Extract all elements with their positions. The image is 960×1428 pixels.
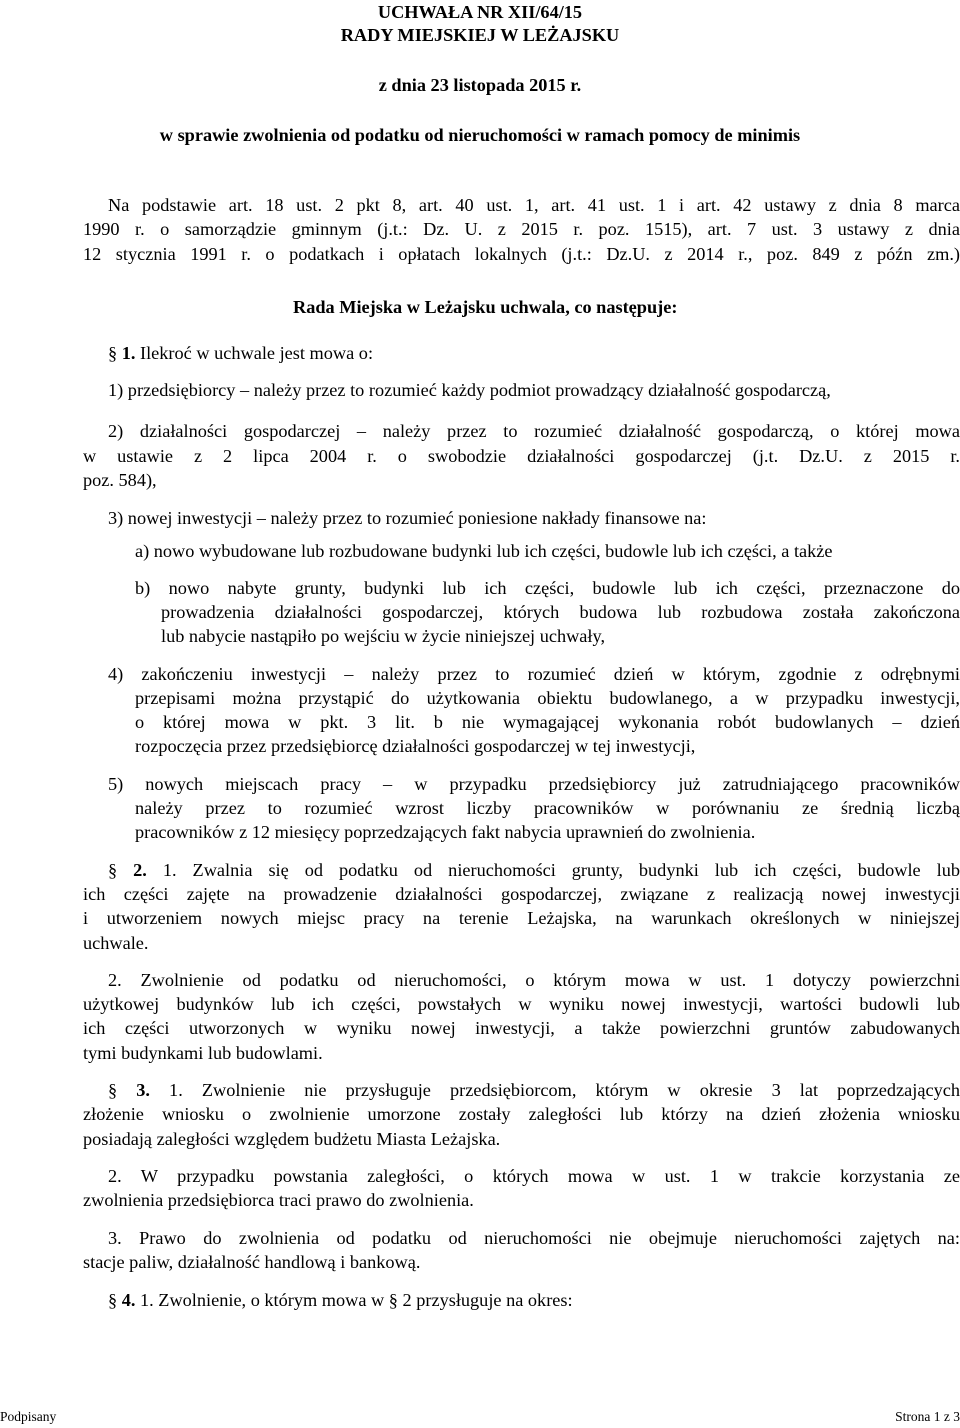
resolution-date: z dnia 23 listopada 2015 r. (378, 75, 582, 95)
resolution-title: UCHWAŁA NR XII/64/15 (377, 2, 583, 22)
par1-item-3b-line-1: b) nowo nabyte grunty, budynki lub ich części, budowle lub ich części, przeznaczone do (135, 578, 960, 598)
par2-point-1-line-1: § 2. 1. Zwalnia się od podatku od nieruchomości grunty, budynki lub ich części, budowle lub (108, 860, 960, 880)
par1-item-3b-line-3: lub nabycie nastąpiło po wejściu w życie niniejszej uchwały, (161, 626, 606, 646)
par3-point-3-line-1: 3. Prawo do zwolnienia od podatku od nieruchomości nie obejmuje nieruchomości zajętych na: (108, 1228, 960, 1248)
par2-point-2-line-4: tymi budynkami lub budowlami. (83, 1043, 323, 1063)
par1-heading (108, 343, 373, 364)
footer-page-number: Strona 1 z 3 (895, 1409, 960, 1424)
par1-item-2-line-1: 2) działalności gospodarczej – należy przez to rozumieć działalność gospodarczą, o której mowa (108, 421, 960, 441)
par3-point-2-line-2: zwolnienia przedsiębiorca traci prawo do zwolnienia. (83, 1190, 474, 1210)
par1-item-5-line-1: 5) nowych miejscach pracy – w przypadku przedsiębiorcy już zatrudniającego pracowników (108, 774, 960, 794)
par1-item-4-line-2: przepisami można przystąpić do użytkowania obiektu budowlanego, a w przypadku inwestycji, (135, 688, 960, 708)
par3-point-2-line-1: 2. W przypadku powstania zaległości, o których mowa w ust. 1 w trakcie korzystania ze (108, 1166, 960, 1186)
par2-point-1-line-3: i utworzeniem nowych miejsc pracy na terenie Leżajska, na warunkach określonych w niniejszej (83, 908, 960, 928)
par1-item-5-line-3: pracowników z 12 miesięcy poprzedzających fakt nabycia uprawnień do zwolnienia. (135, 822, 756, 842)
par3-number: 3. (136, 1080, 150, 1100)
par1-item-4-line-3: o której mowa w pkt. 3 lit. b nie wymagającej wykonania robót budowlanych – dzień (135, 712, 960, 732)
preamble-line-2: 1990 r. o samorządzie gminnym (j.t.: Dz. U. z 2015 r. poz. 1515), art. 7 ust. 3 ustawy z dnia (83, 219, 960, 239)
preamble-line-1: Na podstawie art. 18 ust. 2 pkt 8, art. 40 ust. 1, art. 41 ust. 1 i art. 42 ustawy z dnia 8 marca (108, 195, 960, 215)
par1-item-1: 1) przedsiębiorcy – należy przez to rozumieć każdy podmiot prowadzący działalność gospodarczą, (108, 380, 831, 400)
section-sign: § (108, 1080, 118, 1100)
resolution-subject: w sprawie zwolnienia od podatku od nieruchomości w ramach pomocy de minimis (159, 125, 801, 145)
par1-item-3: 3) nowej inwestycji – należy przez to rozumieć poniesione nakłady finansowe na: (108, 508, 707, 528)
par4-point-1: § 4. 1. Zwolnienie, o którym mowa w § 2 przysługuje na okres: (108, 1290, 573, 1310)
par3-point-1-line-3: posiadają zaległości względem budżetu Miasta Leżajska. (83, 1129, 501, 1149)
par2-point-2-line-2: użytkowej budynków lub ich części, powstałych w wyniku nowej inwestycji, wartości budowli lub (83, 994, 960, 1014)
preamble-line-3: 12 stycznia 1991 r. o podatkach i opłatach lokalnych (j.t.: Dz.U. z 2014 r., poz. 849 z późn zm.) (83, 244, 960, 264)
par3-point-1-line-2: złożenie wniosku o zwolnienie umorzone zostały zaległości lub którzy na dzień złożenia wniosku (83, 1104, 960, 1124)
section-sign: § (108, 1290, 118, 1310)
par1-intro: Ilekroć w uchwale jest mowa o: (140, 343, 374, 363)
section-sign: § (108, 343, 118, 363)
par1-item-2-line-3: poz. 584), (83, 470, 157, 490)
par1-item-5-line-2: należy przez to rozumieć wzrost liczby pracowników w porównaniu ze średnią liczbą (135, 798, 960, 818)
par1-item-3b-line-2: prowadzenia działalności gospodarczej, których budowa lub rozbudowa została zakończona (161, 602, 960, 622)
par2-number: 2. (133, 860, 147, 880)
footer-signed: Podpisany (0, 1409, 57, 1424)
par2-point-2-line-1: 2. Zwolnienie od podatku od nieruchomości, o którym mowa w ust. 1 dotyczy powierzchni (108, 970, 960, 990)
par1-item-4-line-4: rozpoczęcia przez przedsiębiorcę działalności gospodarczej w tej inwestycji, (135, 736, 696, 756)
par1-number: 1. (121, 343, 136, 363)
section-sign: § (108, 860, 118, 880)
council-name: RADY MIEJSKIEJ W LEŻAJSKU (340, 25, 620, 45)
par3-point-1-line-1: § 3. 1. Zwolnienie nie przysługuje przedsiębiorcom, którym w okresie 3 lat poprzedzających (108, 1080, 960, 1100)
par2-point-1-line-2: ich części zajęte na prowadzenie działalności gospodarczej, związane z realizacją nowej inwestycji (83, 884, 960, 904)
par1-item-3a: a) nowo wybudowane lub rozbudowane budynki lub ich części, budowle lub ich części, a także (135, 541, 833, 561)
par2-point-1-line-4: uchwale. (83, 933, 149, 953)
par4-number: 4. (121, 1290, 136, 1310)
resolves-clause: Rada Miejska w Leżajsku uchwala, co następuje: (293, 297, 678, 317)
par1-item-4-line-1: 4) zakończeniu inwestycji – należy przez to rozumieć dzień w którym, zgodnie z odrębnymi (108, 664, 960, 684)
par1-item-2-line-2: w ustawie z 2 lipca 2004 r. o swobodzie działalności gospodarczej (j.t. Dz.U. z 2015 r. (83, 446, 960, 466)
par3-point-3-line-2: stacje paliw, działalność handlową i bankową. (83, 1252, 421, 1272)
par2-point-2-line-3: ich części utworzonych w wyniku nowej inwestycji, a także powierzchni gruntów zabudowanych (83, 1018, 960, 1038)
